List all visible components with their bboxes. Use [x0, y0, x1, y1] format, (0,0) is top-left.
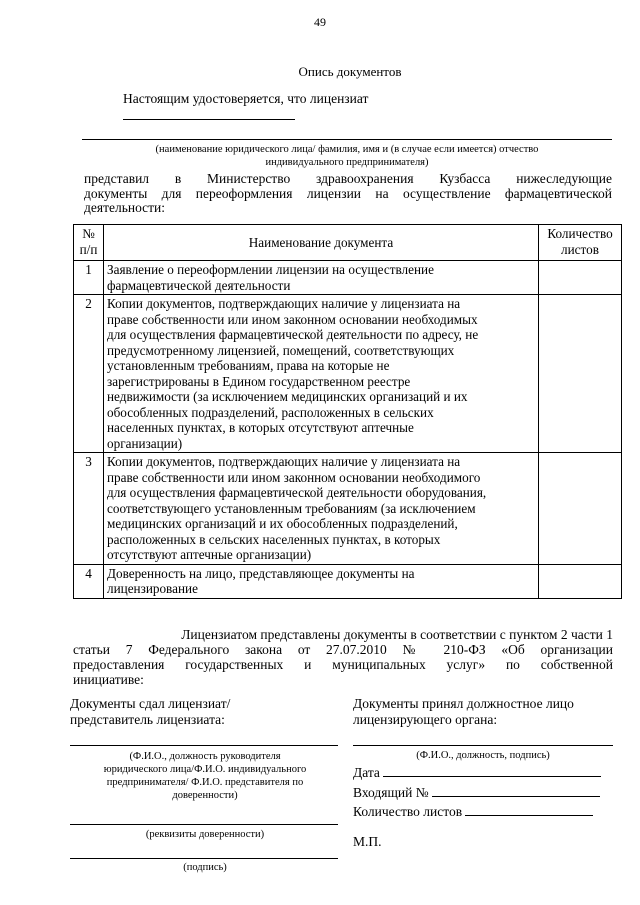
proxy-details-caption: (реквизиты доверенности) [145, 829, 265, 840]
table-row [74, 261, 622, 295]
row-document-name: Доверенность на лицо, представляющее документы на лицензирование [104, 564, 539, 598]
row-sheet-count[interactable] [539, 295, 622, 453]
licensee-short-line [123, 119, 295, 120]
header-sheet-count: Количество листов [539, 225, 622, 261]
row-sheet-count[interactable] [539, 453, 622, 565]
date-input-line[interactable] [383, 765, 601, 777]
sheet-count-input-line[interactable] [465, 804, 593, 816]
submitter-signature-caption: (подпись) [183, 862, 227, 873]
row-document-name: Копии документов, подтверждающих наличие у лицензиата на праве собственности или ином законном основании необходимого для осуществления фармацевтической деятельности оборудования, соответствующего установленным требованиям (за исключением медицинских организаций и их обособленных подразделений, расположенных в сельских населенных пунктах, в которых отсутствуют аптечные организации) [104, 453, 539, 565]
submitter-name-line[interactable] [70, 745, 338, 746]
page-number: 49 [314, 15, 326, 29]
row-sheet-count[interactable] [539, 261, 622, 295]
row-number: 2 [74, 295, 104, 453]
row-sheet-count[interactable] [539, 564, 622, 598]
table-row [74, 453, 622, 565]
licensee-caption: (наименование юридического лица/ фамилия, имя и (в случае если имеется) отчество индивидуального предпринимателя) [155, 144, 539, 168]
document-title: Опись документов [298, 64, 402, 79]
receiver-caption: (Ф.И.О., должность, подпись) [416, 750, 550, 761]
proxy-details-line[interactable] [70, 824, 338, 825]
licensee-name-line [82, 139, 612, 140]
sheet-count-field: Количество листов [353, 804, 623, 820]
documents-table [73, 224, 622, 599]
row-document-name: Копии документов, подтверждающих наличие у лицензиата на праве собственности или ином законном основании необходимых для осуществления фармацевтической деятельности по адресу, не предусмотренному лицензией, помещений, соответствующих установленным требованиям, права на которые не зарегистрированы в Едином государственном реестре недвижимости (за исключением медицинских организаций и их обособленных подразделений, расположенных в сельских населенных пунктах, в которых отсутствуют аптечные организации) [104, 295, 539, 453]
submitter-signature-line[interactable] [70, 858, 338, 859]
incoming-number-input-line[interactable] [432, 785, 600, 797]
submitter-heading: Документы сдал лицензиат/ представитель лицензиата: [70, 696, 231, 727]
seal-label: М.П. [353, 834, 382, 849]
table-row [74, 564, 622, 598]
table-header-row [74, 225, 622, 261]
receiver-name-line[interactable] [353, 745, 613, 746]
intro-paragraph: представил в Министерство здравоохранения Кузбасса нижеследующие документы для переоформления лицензии на осуществление фармацевтической деятельности: [84, 171, 612, 215]
date-field: Дата [353, 765, 623, 781]
initiative-note: Лицензиатом представлены документы в соответствии с пунктом 2 части 1 статьи 7 Федерального закона от 27.07.2010 № 210-ФЗ «Об организации предоставления государственных и муниципальных услуг» по собственной инициативе: [73, 627, 613, 687]
receiver-heading: Документы принял должностное лицо лицензирующего органа: [353, 696, 574, 727]
row-number: 3 [74, 453, 104, 565]
submitter-name-caption: (Ф.И.О., должность руководителя юридического лица/Ф.И.О. индивидуального предпринимателя/ Ф.И.О. представителя по доверенности) [103, 751, 307, 801]
header-document-name: Наименование документа [104, 225, 539, 261]
table-row [74, 295, 622, 453]
header-number: № п/п [74, 225, 104, 261]
certify-text: Настоящим удостоверяется, что лицензиат [123, 91, 369, 106]
row-document-name: Заявление о переоформлении лицензии на осуществление фармацевтической деятельности [104, 261, 539, 295]
row-number: 4 [74, 564, 104, 598]
row-number: 1 [74, 261, 104, 295]
incoming-number-field: Входящий № [353, 785, 623, 801]
